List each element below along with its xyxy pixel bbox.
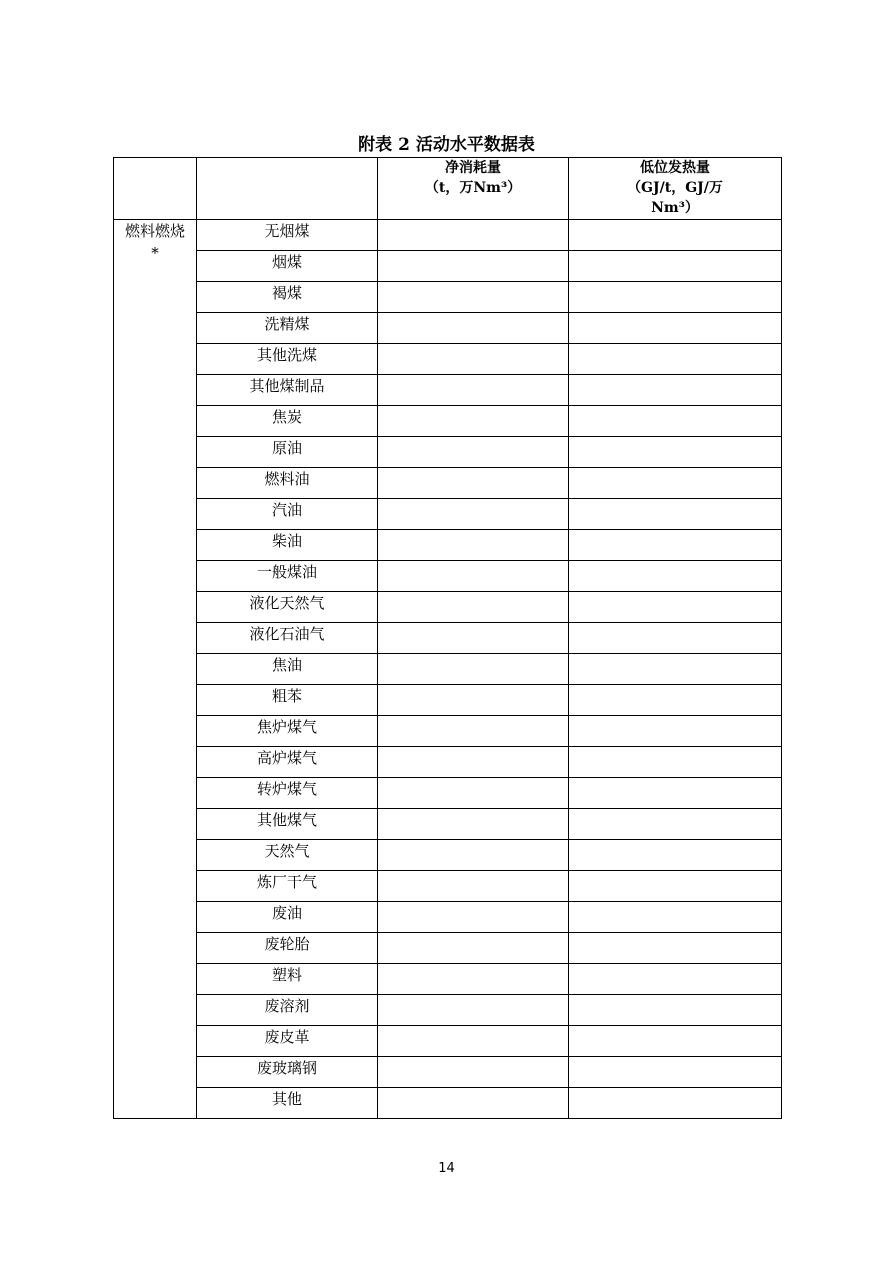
table-row [114, 406, 782, 437]
net-consumption-cell[interactable] [378, 778, 569, 809]
net-consumption-cell[interactable] [378, 468, 569, 499]
category-label: 燃料燃烧 [124, 222, 185, 240]
net-consumption-cell[interactable] [378, 871, 569, 902]
lower-heating-value-cell[interactable] [569, 344, 782, 375]
lower-heating-value-cell[interactable] [569, 1088, 782, 1119]
table-row [114, 747, 782, 778]
table-row [114, 995, 782, 1026]
lower-heating-value-cell[interactable] [569, 313, 782, 344]
table-row [114, 375, 782, 406]
net-consumption-cell[interactable] [378, 282, 569, 313]
net-consumption-cell[interactable] [378, 344, 569, 375]
fuel-name-cell: 洗精煤 [197, 313, 378, 344]
fuel-name-cell: 液化天然气 [197, 592, 378, 623]
header-lhv-label: 低位发热量 [640, 160, 710, 176]
fuel-name-cell: 无烟煤 [197, 220, 378, 251]
lower-heating-value-cell[interactable] [569, 654, 782, 685]
lower-heating-value-cell[interactable] [569, 1057, 782, 1088]
table-row [114, 1057, 782, 1088]
lower-heating-value-cell[interactable] [569, 282, 782, 313]
net-consumption-cell[interactable] [378, 623, 569, 654]
category-mark: * [151, 244, 159, 262]
table-row [114, 592, 782, 623]
table-row [114, 468, 782, 499]
table-row [114, 251, 782, 282]
table-row [114, 778, 782, 809]
fuel-name-cell: 褐煤 [197, 282, 378, 313]
lower-heating-value-cell[interactable] [569, 1026, 782, 1057]
table-row [114, 964, 782, 995]
net-consumption-cell[interactable] [378, 747, 569, 778]
lower-heating-value-cell[interactable] [569, 902, 782, 933]
lower-heating-value-cell[interactable] [569, 375, 782, 406]
header-net-consumption-unit: （t，万Nm³） [424, 180, 522, 196]
lower-heating-value-cell[interactable] [569, 809, 782, 840]
net-consumption-cell[interactable] [378, 716, 569, 747]
net-consumption-cell[interactable] [378, 654, 569, 685]
table-row [114, 499, 782, 530]
net-consumption-cell[interactable] [378, 530, 569, 561]
table-row [114, 282, 782, 313]
fuel-name-cell: 废轮胎 [197, 933, 378, 964]
table-row [114, 685, 782, 716]
net-consumption-cell[interactable] [378, 499, 569, 530]
header-net-consumption [378, 158, 569, 220]
lower-heating-value-cell[interactable] [569, 468, 782, 499]
table-row [114, 1088, 782, 1119]
lower-heating-value-cell[interactable] [569, 623, 782, 654]
lower-heating-value-cell[interactable] [569, 716, 782, 747]
lower-heating-value-cell[interactable] [569, 933, 782, 964]
lower-heating-value-cell[interactable] [569, 778, 782, 809]
header-lhv-unit-line1: （GJ/t，GJ/万 [627, 180, 723, 196]
fuel-name-cell: 其他煤制品 [197, 375, 378, 406]
header-lower-heating-value [569, 158, 782, 220]
fuel-name-cell: 焦油 [197, 654, 378, 685]
fuel-name-cell: 焦炭 [197, 406, 378, 437]
table-title: 附表 2 活动水平数据表 [358, 135, 535, 155]
fuel-name-cell: 转炉煤气 [197, 778, 378, 809]
header-fuel-type [197, 158, 378, 220]
table-row [114, 437, 782, 468]
lower-heating-value-cell[interactable] [569, 840, 782, 871]
fuel-name-cell: 焦炉煤气 [197, 716, 378, 747]
net-consumption-cell[interactable] [378, 592, 569, 623]
table-row [114, 902, 782, 933]
fuel-name-cell: 废油 [197, 902, 378, 933]
table-row [114, 840, 782, 871]
lower-heating-value-cell[interactable] [569, 499, 782, 530]
header-category [114, 158, 197, 220]
fuel-name-cell: 高炉煤气 [197, 747, 378, 778]
net-consumption-cell[interactable] [378, 437, 569, 468]
table-row [114, 871, 782, 902]
fuel-name-cell: 柴油 [197, 530, 378, 561]
table-row [114, 530, 782, 561]
lower-heating-value-cell[interactable] [569, 220, 782, 251]
net-consumption-cell[interactable] [378, 685, 569, 716]
fuel-name-cell: 废溶剂 [197, 995, 378, 1026]
table-row [114, 933, 782, 964]
fuel-name-cell: 炼厂干气 [197, 871, 378, 902]
activity-data-table [113, 157, 782, 1119]
lower-heating-value-cell[interactable] [569, 592, 782, 623]
lower-heating-value-cell[interactable] [569, 685, 782, 716]
net-consumption-cell[interactable] [378, 902, 569, 933]
page-number: 14 [438, 1161, 455, 1176]
net-consumption-cell[interactable] [378, 964, 569, 995]
fuel-name-cell: 其他洗煤 [197, 344, 378, 375]
net-consumption-cell[interactable] [378, 933, 569, 964]
lower-heating-value-cell[interactable] [569, 530, 782, 561]
header-lhv-unit-line2: Nm³） [651, 200, 699, 216]
lower-heating-value-cell[interactable] [569, 251, 782, 282]
lower-heating-value-cell[interactable] [569, 406, 782, 437]
net-consumption-cell[interactable] [378, 313, 569, 344]
header-net-consumption-label: 净消耗量 [445, 160, 501, 176]
net-consumption-cell[interactable] [378, 406, 569, 437]
net-consumption-cell[interactable] [378, 1057, 569, 1088]
net-consumption-cell[interactable] [378, 840, 569, 871]
fuel-name-cell: 燃料油 [197, 468, 378, 499]
net-consumption-cell[interactable] [378, 251, 569, 282]
lower-heating-value-cell[interactable] [569, 871, 782, 902]
table-row [114, 220, 782, 251]
fuel-name-cell: 汽油 [197, 499, 378, 530]
fuel-name-cell: 原油 [197, 437, 378, 468]
lower-heating-value-cell[interactable] [569, 437, 782, 468]
table-row [114, 716, 782, 747]
fuel-name-cell: 废玻璃钢 [197, 1057, 378, 1088]
fuel-name-cell: 塑料 [197, 964, 378, 995]
net-consumption-cell[interactable] [378, 809, 569, 840]
lower-heating-value-cell[interactable] [569, 747, 782, 778]
fuel-name-cell: 废皮革 [197, 1026, 378, 1057]
fuel-name-cell: 天然气 [197, 840, 378, 871]
fuel-name-cell: 液化石油气 [197, 623, 378, 654]
header-row [114, 158, 782, 220]
table-row [114, 623, 782, 654]
lower-heating-value-cell[interactable] [569, 561, 782, 592]
table-row [114, 809, 782, 840]
table-row [114, 344, 782, 375]
net-consumption-cell[interactable] [378, 220, 569, 251]
net-consumption-cell[interactable] [378, 1088, 569, 1119]
fuel-name-cell: 烟煤 [197, 251, 378, 282]
lower-heating-value-cell[interactable] [569, 964, 782, 995]
net-consumption-cell[interactable] [378, 995, 569, 1026]
table-row [114, 561, 782, 592]
table-row [114, 313, 782, 344]
lower-heating-value-cell[interactable] [569, 995, 782, 1026]
fuel-name-cell: 其他 [197, 1088, 378, 1119]
net-consumption-cell[interactable] [378, 1026, 569, 1057]
table-row [114, 654, 782, 685]
table-row [114, 1026, 782, 1057]
category-cell [114, 220, 197, 1119]
fuel-name-cell: 一般煤油 [197, 561, 378, 592]
net-consumption-cell[interactable] [378, 561, 569, 592]
fuel-name-cell: 其他煤气 [197, 809, 378, 840]
net-consumption-cell[interactable] [378, 375, 569, 406]
fuel-name-cell: 粗苯 [197, 685, 378, 716]
